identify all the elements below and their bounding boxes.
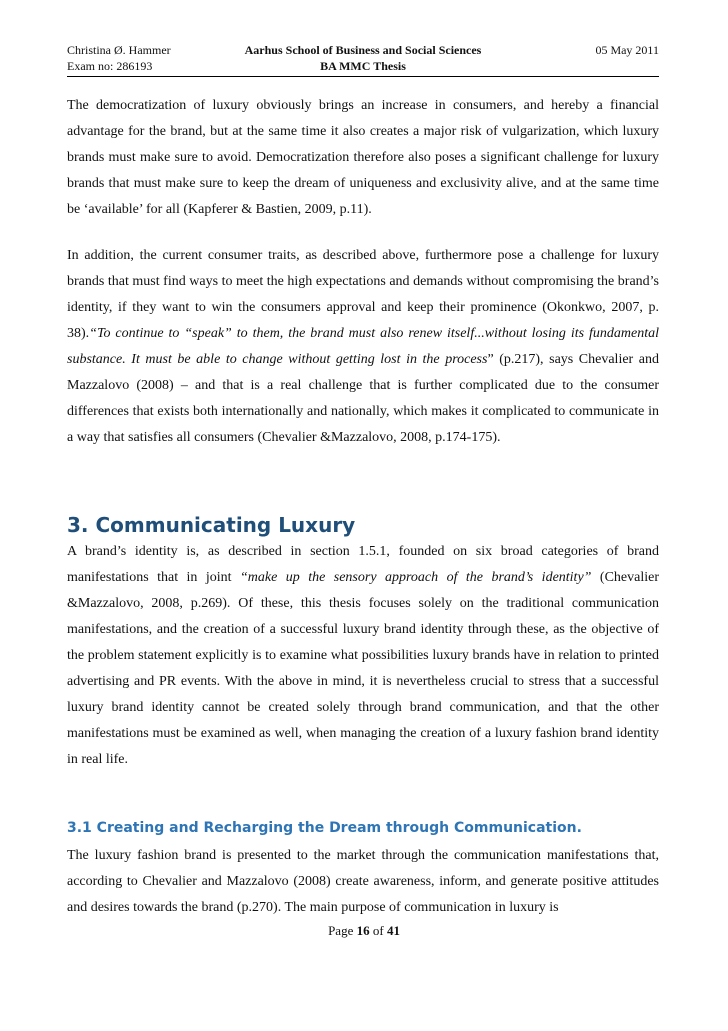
school-name: Aarhus School of Business and Social Sciences [244,43,482,57]
paragraph-text: (Chevalier &Mazzalovo, 2008, p.269). Of these, this thesis focuses solely on the traditional communication manifestations, and the creation of a successful luxury brand identity through these, as the objective of the problem statement explicitly is to examine what possibilities luxury brands have in relation to printed advertising and PR events. With the above in mind, it is nevertheless crucial to stress that a successful luxury brand identity cannot be created solely through brand communication, and that the other manifestations must be examined as well, when managing the creation of a luxury fashion brand identity in real life. [67,570,659,767]
of-label: of [372,923,384,938]
paragraph-text: In addition, the current consumer traits, as described above, furthermore pose a challenge for luxury brands that must find ways to meet the high expectations and demands without compromising the brand’s identity, if they want to win the consumers approval and keep their prominence (Okonkwo, 2007, p. 38). [67,248,659,341]
body-paragraph [67,539,659,773]
page-number: 16 [356,923,370,938]
exam-number: Exam no: 286193 [67,59,153,73]
thesis-title: BA MMC Thesis [320,59,406,73]
quote-text: “To continue to “speak” to them, the brand must also renew itself...without losing its fundamental substance. It must be able to change without getting lost in the process [67,326,659,367]
author-name: Christina Ø. Hammer [67,43,171,57]
quote-text: “make up the sensory approach of the brand’s identity” [240,570,592,585]
paragraph-democratization [67,93,659,223]
paragraph-consumer-traits [67,243,659,451]
subsection-heading: 3.1 Creating and Recharging the Dream through Communication. [67,820,582,836]
page-label: Page [328,923,354,938]
body-paragraph: The luxury fashion brand is presented to the market through the communication manifestations that, according to Chevalier and Mazzalovo (2008) create awareness, inform, and generate positive attitudes and desires towards the brand (p.270). The main purpose of communication in luxury is [67,848,659,915]
page-total: 41 [386,923,400,938]
paragraph-text: ” (p.217), says Chevalier and Mazzalovo (2008) – and that is a real challenge that is further complicated due to the consumer differences that exists both internationally and nationally, which makes it complicated to communicate in a way that satisfies all consumers (Chevalier &Mazzalovo, 2008, p.174-175). [67,352,659,445]
body-paragraph: The democratization of luxury obviously brings an increase in consumers, and hereby a financial advantage for the brand, but at the same time it also creates a major risk of vulgarization, which luxury brands must make sure to avoid. Democratization therefore also poses a significant challenge for luxury brands that must make sure to keep the dream of uniqueness and exclusivity alive, and at the same time be ‘available’ for all (Kapferer & Bastien, 2009, p.11). [67,98,659,217]
page-footer [0,922,728,940]
header-center [67,42,659,74]
paragraph-brand-identity [67,539,659,773]
paragraph-text: A brand’s identity is, as described in section 1.5.1, founded on six broad categories of brand manifestations that in joint [67,544,659,585]
page-header [67,42,659,77]
paragraph-communication [67,843,659,921]
header-date: 05 May 2011 [595,43,659,57]
section-heading: 3. Communicating Luxury [67,513,356,537]
body-paragraph [67,243,659,451]
